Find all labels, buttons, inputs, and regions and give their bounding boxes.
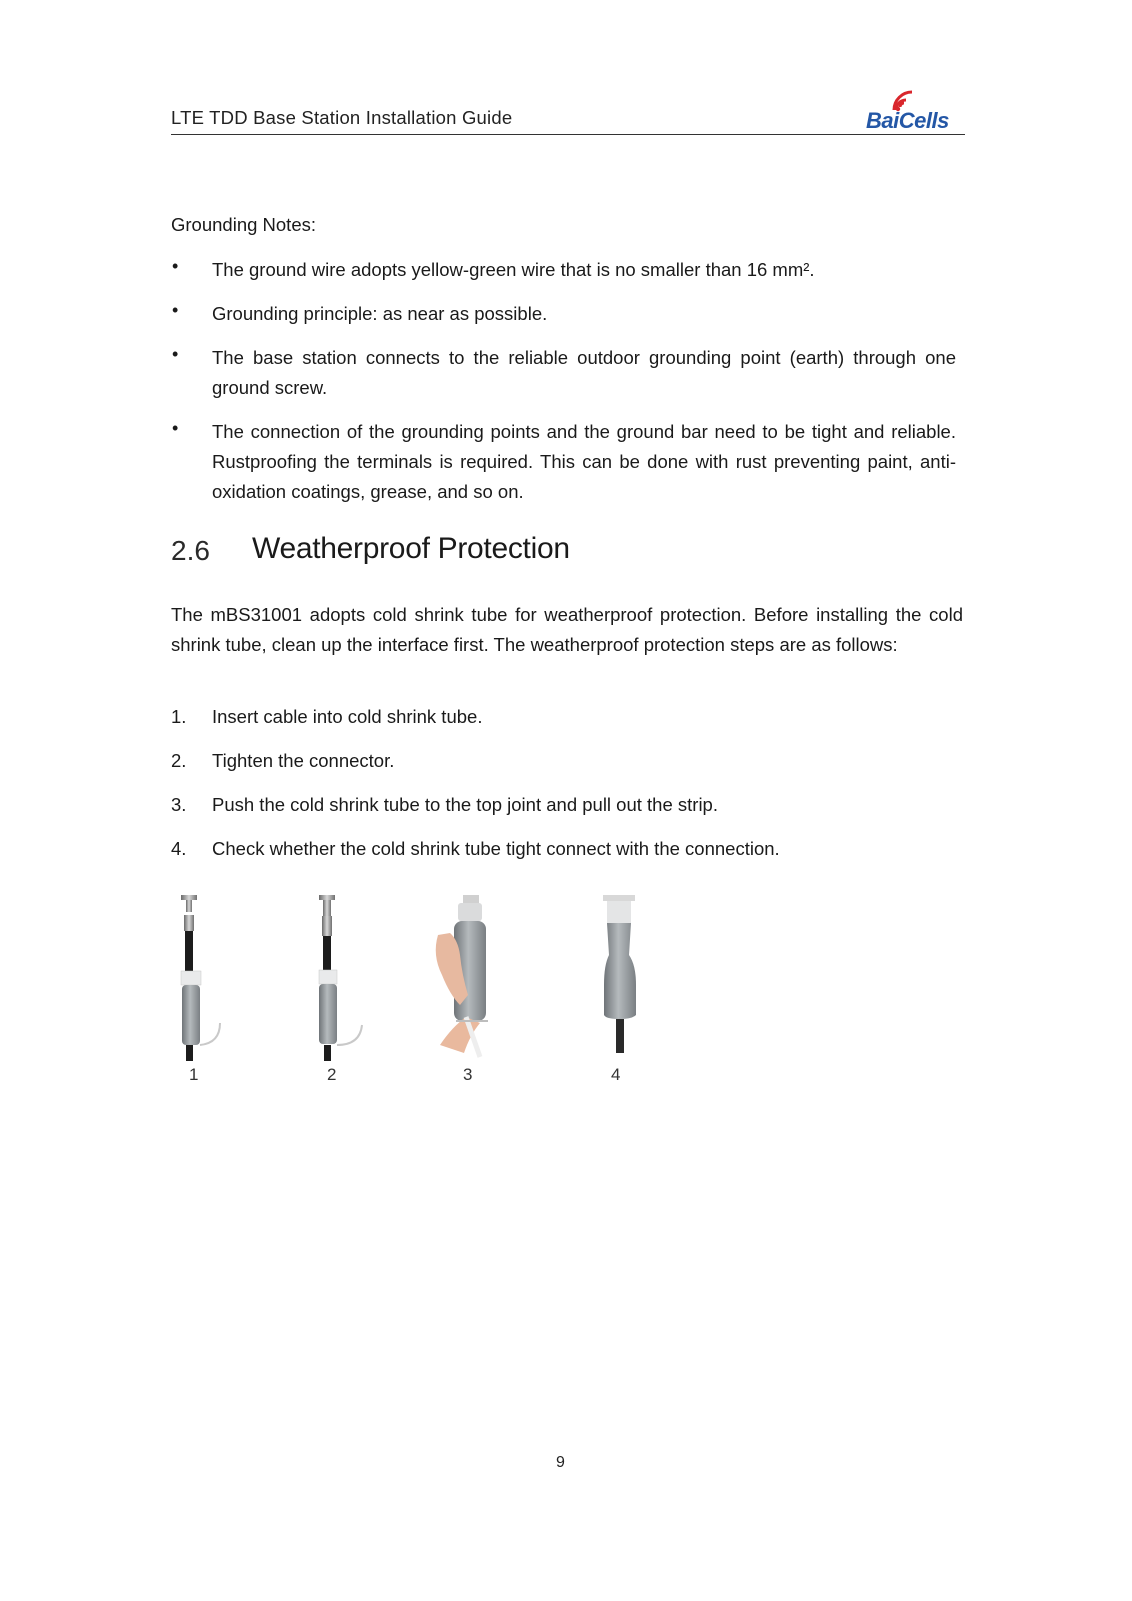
figure-step-label: 1 (189, 1065, 199, 1084)
section-intro-paragraph: The mBS31001 adopts cold shrink tube for weatherproof protection. Before installing the cold shrink tube, clean up the interface first. The weatherproof protection steps are as follows: (171, 604, 963, 655)
bullet-icon: • (172, 418, 179, 438)
figure-step-label: 3 (463, 1065, 473, 1084)
figure-step-label: 2 (327, 1065, 337, 1084)
step-text: Push the cold shrink tube to the top joint and pull out the strip. (212, 794, 718, 815)
section-title: Weatherproof Protection (252, 532, 570, 565)
step-number: 1. (171, 706, 187, 727)
step-number: 2. (171, 750, 187, 771)
section-number: 2.6 (171, 535, 210, 566)
bullet-icon: • (172, 344, 179, 364)
grounding-notes-heading: Grounding Notes: (171, 214, 317, 235)
bullet-icon: • (172, 256, 179, 276)
step-1-illustration (181, 895, 220, 1061)
grounding-item: Grounding principle: as near as possible. (212, 303, 548, 324)
step-3-illustration (436, 895, 488, 1057)
logo-wordmark: BaiCells (866, 108, 949, 133)
grounding-item: The ground wire adopts yellow-green wire that is no smaller than 16 mm². (212, 259, 815, 280)
step-number: 3. (171, 794, 187, 815)
figure-step-label: 4 (611, 1065, 621, 1084)
grounding-item: The connection of the grounding points and the ground bar need to be tight and reliable. Rustproofing the terminals is required. This can be done with rust preventing paint, anti-oxidation coatings, grease, and so on. (212, 421, 956, 502)
header-divider (171, 134, 965, 135)
step-4-illustration (603, 895, 636, 1053)
step-number: 4. (171, 838, 187, 859)
step-text: Check whether the cold shrink tube tight connect with the connection. (212, 838, 780, 859)
grounding-item: The base station connects to the reliable outdoor grounding point (earth) through one ground screw. (212, 347, 956, 398)
baicells-logo (862, 90, 966, 134)
step-2-illustration (319, 895, 362, 1061)
step-text: Tighten the connector. (212, 750, 395, 771)
step-text: Insert cable into cold shrink tube. (212, 706, 483, 727)
document-header-title: LTE TDD Base Station Installation Guide (171, 107, 513, 128)
cold-shrink-steps-figure (170, 895, 670, 1085)
bullet-icon: • (172, 300, 179, 320)
page-number: 9 (556, 1454, 565, 1471)
